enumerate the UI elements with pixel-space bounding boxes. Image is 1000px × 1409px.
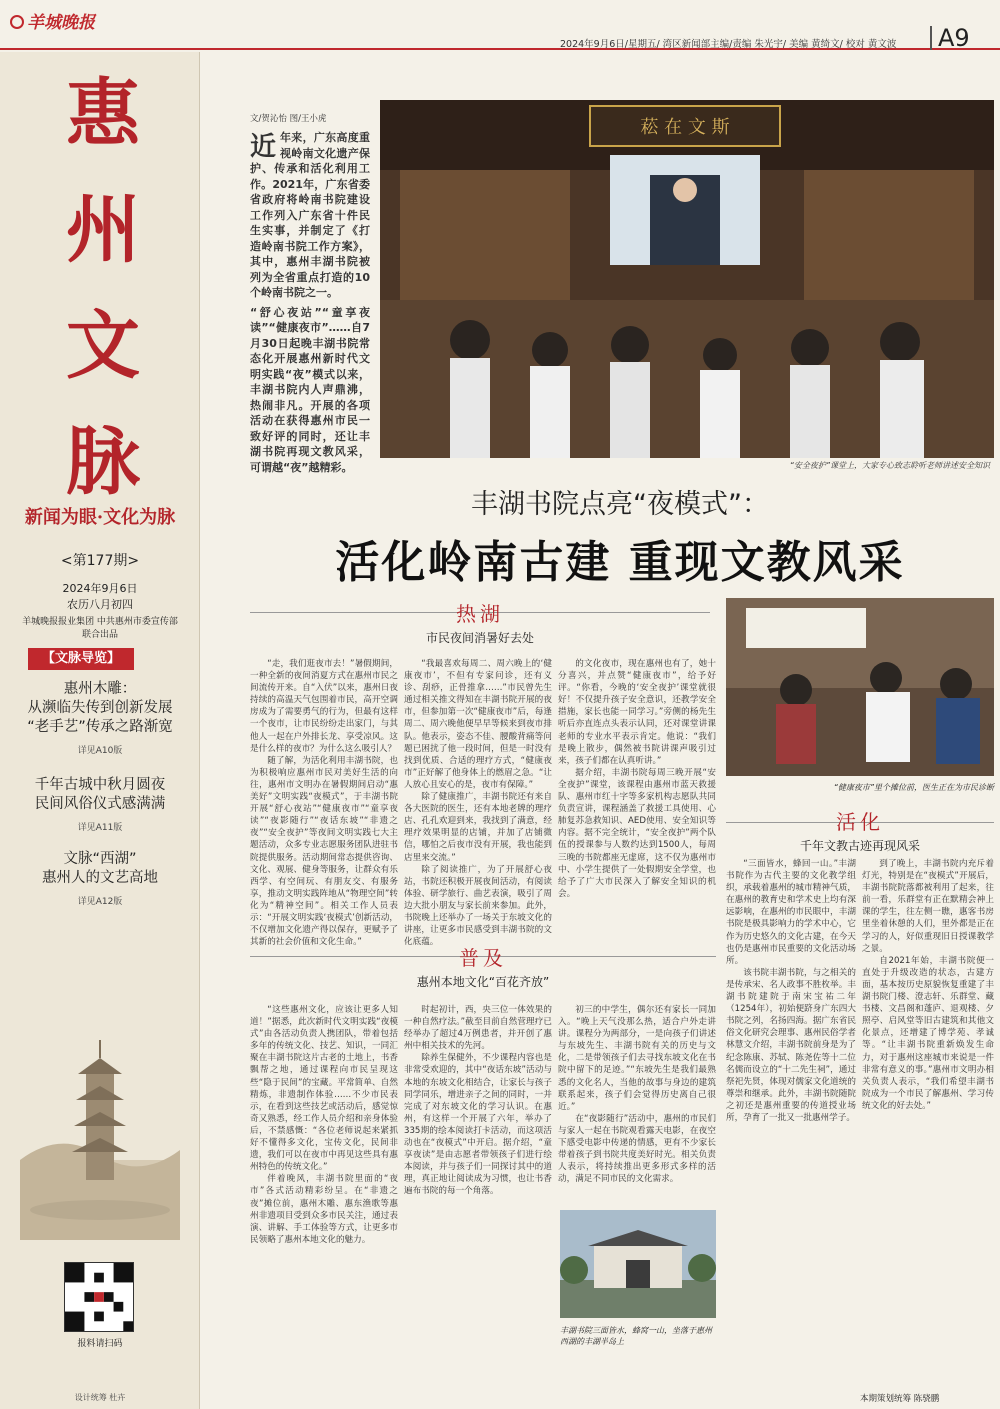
page-number: A9 xyxy=(930,26,970,50)
paragraph: 初三的中学生，偶尔还有家长一同加入。“晚上天气没那么热，适合户外走讲讲。课程分为两部分，一是向孩子们讲述与东坡先生、丰湖书院有关的历史与文化，二是带领孩子们去寻找东坡文化在书院中留下的足迹。”“东坡先生是我们最熟悉的文化名人，当他的故事与身边的建筑联系起来，孩子们会觉得历史离自己很近。” xyxy=(558,1005,716,1112)
paragraph: 除养生保健外，不少课程内容也是非常受欢迎的，其中“夜话东坡”活动与本地的东坡文化相结合，让家长与孩子同学同乐，增进亲子之间的同时，一并完成了对东坡文化的学习认识。在惠州，有这样一个开展了六年，举办了335期的绘本阅读打卡活动，而这项活动也在“夜模式”中开启。据介绍，“童享夜读”是由志愿者带领孩子们进行绘本阅读，并与孩子们一同探讨其中的道理，真正地让阅读成为习惯，也让书香遍布书院的每一个角落。 xyxy=(404,1053,552,1197)
article-column xyxy=(726,858,856,1383)
slogan: 新闻为眼·文化为脉 xyxy=(24,507,176,528)
sign-text: 菘 在 文 斯 xyxy=(640,117,730,138)
paragraph: 伴着晚风，丰湖书院里面的“夜市”各式活动精彩纷呈。在“非遗之夜”摊位前，惠州木雕、惠东渔歌等惠州非遗项目受到众多市民关注，通过表演、讲解、手工体验等方式，让更多市民领略了惠州本地文化的魅力。 xyxy=(250,1174,398,1245)
issue-line: 2024年9月6日/星期五/ 湾区新闻部主编/责编 朱光宇/ 美编 黄绮文/ 校对 黄文波 xyxy=(560,39,897,50)
lunar-date: 农历八月初四 xyxy=(67,598,133,611)
qr-code[interactable] xyxy=(64,1262,134,1332)
guide-see-page: 详见A10版 xyxy=(77,746,123,756)
paragraph: 自2021年始，丰湖书院便一直处于升级改造的状态，古建方面，基本按历史原貌恢复重建了丰湖书院门楼、澄志轩、乐群堂、藏书楼、文昌阁和蓬庐、退观楼、夕照亭、启风堂等旧古建筑和其他文化景点，还增建了博学苑、孝诚等。“让丰湖书院重新焕发生命力，对于惠州这座城市来说是一件非常有意义的事。”惠州市文明办相关负责人表示，“我们希望丰湖书院成为一个市民了解惠州、学习传统文化的好去处。” xyxy=(862,955,994,1111)
title-char: 惠 xyxy=(66,71,140,157)
article-column xyxy=(250,1004,398,1402)
section-key: 普及 xyxy=(459,946,507,970)
guide-headline: “老手艺”传承之路渐宽 xyxy=(27,719,173,735)
main-photo xyxy=(380,100,994,458)
section-sub: 千年文教古迹再现风采 xyxy=(799,839,920,853)
qr-pattern xyxy=(65,1263,133,1331)
designer-credit: 设计统筹 杜卉 xyxy=(74,1393,126,1402)
paragraph: “三面皆水，蜂回一山。”丰湖书院作为古代主要的文化教学组织，承载着惠州的城市精神气质，在惠州的教育史和学术史上均有深远影响，在惠州的市民眼中，丰湖书院是极具影响力的学术中心，它作为历史悠久的文化古建，在今天也仍是惠州市民重要的文化活动场所。 xyxy=(726,859,856,966)
paragraph: “这些惠州文化，应该让更多人知道！”据悉，此次新时代文明实践“夜模式”由各活动负责人携团队，带着包括多年的传统文化、技艺、知识，一同汇聚在丰湖书院这片古老的土地上，书香飘帮之地，通过课程向市民呈现这些“隐于民间”的宝藏。平常简单、自然精炼，非遗制作体验……不少市民表示，在看到这些技艺或活动后，感觉惊奇又熟悉，经工作人员介绍和亲身体验后，不禁感慨：“各位老师说起来紧抓好不懂得多文化，宝传文化，民间非遗，我们可以在夜市中再见这些具有惠州特色的传统文化。” xyxy=(250,1005,398,1173)
guide-see-page: 详见A12版 xyxy=(77,897,123,907)
title-char: 州 xyxy=(66,187,140,273)
guide-headline: 千年古城中秋月圆夜 xyxy=(34,777,166,793)
guide-item[interactable] xyxy=(10,776,190,833)
article-column xyxy=(558,1004,716,1204)
section-heading xyxy=(250,942,716,990)
classroom-scene xyxy=(380,100,994,458)
section-sub: 惠州本地文化“百花齐放” xyxy=(416,975,550,989)
paragraph: 的文化夜市，现在惠州也有了，她十分喜兴，并点赞“健康夜市”，给予好评。“你看，今晚的‘安全夜护’课堂就很好！不仅提升孩子安全意识，还教学安全措施，家长也能一同学习。”旁侧的杨先生听后亦直连点头表示认同，还对课堂讲课老师的专业水平表示肯定。他说：“我们是晚上散步，偶然被书院讲课声吸引过来，孩子们都在认真听讲。” xyxy=(558,659,716,766)
section-heading xyxy=(726,806,994,854)
article-column xyxy=(558,658,716,940)
column-title xyxy=(48,56,158,520)
subheadline: 丰湖书院点亮“夜模式”： xyxy=(471,489,769,520)
section-sub: 市民夜间消暑好去处 xyxy=(425,631,534,645)
guide-item[interactable] xyxy=(10,680,190,756)
photo-caption: 丰湖书院三面皆水，蜂窝一山，坐落于惠州西湖的丰湖半岛上 xyxy=(560,1326,712,1346)
intro-paragraph: “舒心夜站”“童享夜读”“健康夜市”……自7月30日起晚丰湖书院常态化开展惠州新时代文明实践“夜”模式以来，丰湖书院内人声鼎沸，热闹非凡。开展的各项活动在获得惠州市民一致好评的同时，还让丰湖书院再现文教风采，可谓越“夜”越精彩。 xyxy=(250,305,370,474)
guide-headline: 惠州人的文艺高地 xyxy=(42,870,158,886)
guide-headline: 从濒临失传到创新发展 xyxy=(27,700,173,716)
photo-caption: “安全夜护”课堂上，大家专心致志聆听老师讲述安全知识 xyxy=(789,461,990,470)
pagoda-illustration xyxy=(20,1010,180,1240)
paragraph: 除了阅读推广，为了开展舒心夜站，书院还积极开展夜间活动，有阅读体验、研学旅行、曲艺表演，吸引了周边大批小朋友与家长前来参加。此外，书院晚上还举办了一场关于东坡文化的讲座，让更多市民感受到丰湖书院的文化底蕴。 xyxy=(404,864,552,948)
health-market-photo xyxy=(726,598,994,776)
article-column xyxy=(862,858,994,1383)
issue-number: <第177期> xyxy=(60,553,140,569)
masthead xyxy=(0,0,1000,50)
publisher-org: 羊城晚报报业集团 中共惠州市委宣传部 xyxy=(22,617,178,627)
editor-credit: 本期策划统筹 陈骁鹏 xyxy=(860,1394,940,1404)
byline: 文/贺沁怡 图/王小虎 xyxy=(250,114,327,124)
paragraph: 时起初计，西，央三位一体效果的一种自然疗法。”截至目前自然营理疗已经举办了超过4万例患者，并开创了惠州中相关技术的先河。 xyxy=(404,1005,552,1052)
paragraph: 到了晚上，丰湖书院内充斥着灯光，特别是在“夜模式”开展后，丰湖书院院落都被利用了起来，往前一看，乐群堂有正在默精会神上课的学生，往左侧一瞧，惠客书房里坐着休憩的人们，里外都是正在学习的人，好似重现旧日授课教学之景。 xyxy=(862,859,994,954)
guide-item[interactable] xyxy=(10,850,190,907)
paragraph: 据介绍，丰湖书院每周三晚开展“安全夜护”课堂，该课程由惠州市蓝天救援队、惠州市红十字等多家机构志愿队共同负责宣讲，课程涵盖了救援工具使用、心肺复苏急救知识、AED使用、安全知识等内容。据不完全统计，“安全夜护”两个队伍的授课参与人数约达到1500人，每周三晚的书院都座无虚席，这不仅为惠州市中、小学生提供了一处假期安全学堂，也给予了广大市民深入了解安全知识的机会。 xyxy=(558,767,716,899)
title-char: 文 xyxy=(66,303,140,389)
guide-headline: 文脉“西湖” xyxy=(63,851,137,867)
publisher-joint: 联合出品 xyxy=(81,630,118,640)
guide-see-page: 详见A11版 xyxy=(77,823,123,833)
guide-headline: 民间风俗仪式感满满 xyxy=(34,796,166,812)
gate-scene xyxy=(560,1210,716,1318)
guide-label: 【文脉导览】 xyxy=(28,648,134,670)
issue-date: 2024年9月6日 xyxy=(62,582,138,595)
article-column xyxy=(404,1004,552,1402)
market-scene xyxy=(726,598,994,776)
headline: 活化岭南古建 重现文教风采 xyxy=(335,537,905,588)
paragraph: “走，我们逛夜市去！”暑假期间，一种全新的夜间消夏方式在惠州市民之间流传开来。自“入伏”以来，惠州日夜持续的高温天气包围着市民，高开空调房成为了需要勇气的行为，但最有这样一个夜市，让市民纷纷走出家门，与其他人一起在户外排长龙、享受凉风。这是什么样的夜市？为什么这么吸引人？ xyxy=(250,659,398,754)
paragraph: “我最喜欢每周二、周六晚上的‘健康夜市’，不但有专家问诊，还有义诊、刮痧，正骨推拿……”市民曾先生通过相关推文得知在丰湖书院开展的夜市，但参加第一次“健康夜市”后，每逢周二、周六晚他便早早等候来到夜市排队。他表示，姿态不佳、腰酸背痛等问题已困扰了他一段时间，但是一时没有找到优质、合适的理疗方式，“健康夜市”正好解了他身体上的燃眉之急。“让人放心且安心的是，夜市有保障。” xyxy=(404,659,552,790)
section-heading xyxy=(250,598,710,646)
paragraph: 随了解，为活化利用丰湖书院，也为积极响应惠州市民对美好生活的向往，惠州市文明办在暑假期间启动“惠美好”文明实践“夜模式”，于丰湖书院开展“舒心夜站”“健康夜市”“童享夜读”“夜影随行”“夜话东坡”“非遗之夜”“安全夜护”等夜间文明实践七大主题活动，众多专业志愿服务团队进驻书院提供服务。活动期间常态提供咨询、文化、观展、健身等服务，让群众有乐西学、有空间玩、有朋友交、有服务享，推动文明实践阵地从“物理空间”转化为“精神空间”。相关工作人员表示：“开展文明实践‘夜模式’创新活动，不仅增加文化遗产得以保存，更赋予了其新的社会价值和文化生命。” xyxy=(250,755,398,948)
article-intro xyxy=(250,130,370,479)
guide-headline: 惠州木雕： xyxy=(63,681,137,697)
drop-cap: 近 xyxy=(250,132,277,162)
photo-caption: “健康夜市”里个摊位前，医生正在为市民诊断 xyxy=(833,783,994,792)
qr-caption: 报料请扫码 xyxy=(77,1339,123,1349)
paragraph: 在“夜影随行”活动中，惠州的市民们与家人一起在书院观看露天电影，在夜空下感受电影中传递的情感，更有不少家长带着孩子到书院共度美好时光。相关负责人表示，将持续推出更多形式多样的活动，满足不同市民的文化需求。 xyxy=(558,1113,716,1185)
logo-icon xyxy=(10,15,24,29)
article-column xyxy=(404,658,552,948)
academy-gate-photo xyxy=(560,1210,716,1318)
section-key: 活化 xyxy=(836,810,884,834)
newspaper-logo: 羊城晚报 xyxy=(10,8,95,33)
title-char: 脉 xyxy=(66,419,140,505)
section-key: 热湖 xyxy=(456,602,504,626)
paragraph: 除了健康推广，丰湖书院还有来自各大医院的医生，还有本地老牌的理疗店、孔孔欢迎到来，我找到了满意，经理疗效果明显的店铺，并加了店铺微信，哪怕之后夜市没有开展，我也能到店里来交流。” xyxy=(404,792,552,863)
paragraph: 该书院丰湖书院，与之相关的是传承宋、名人政事不胜枚举。丰湖书院建院于南宋宝祐二年（1254年），初始便跻身广东四大书院之列，名扬四海。据广东省民俗文化研究会理事、惠州民俗学者林慧文介绍，丰湖书院前身是为了纪念陈康、苏轼、陈尧佐等十二位名儒而设立的“十二先生祠”，通过祭祀先贤，体现对儒家文化道统的尊崇和继承。此外，丰湖书院随院之初还是惠州重要的传道授业场所，孕育了一批又一批惠州学子。 xyxy=(726,967,856,1123)
article-column xyxy=(250,658,398,948)
intro-paragraph: 年来，广东高度重视岭南文化遗产保护、传承和活化利用工作。2021年，广东省委省政府将岭南书院建设工作列入广东省十件民生实事，并制定了《打造岭南书院工作方案》，其中，惠州丰湖书院被列为全省重点打造的10个岭南书院之一。 xyxy=(250,131,370,299)
